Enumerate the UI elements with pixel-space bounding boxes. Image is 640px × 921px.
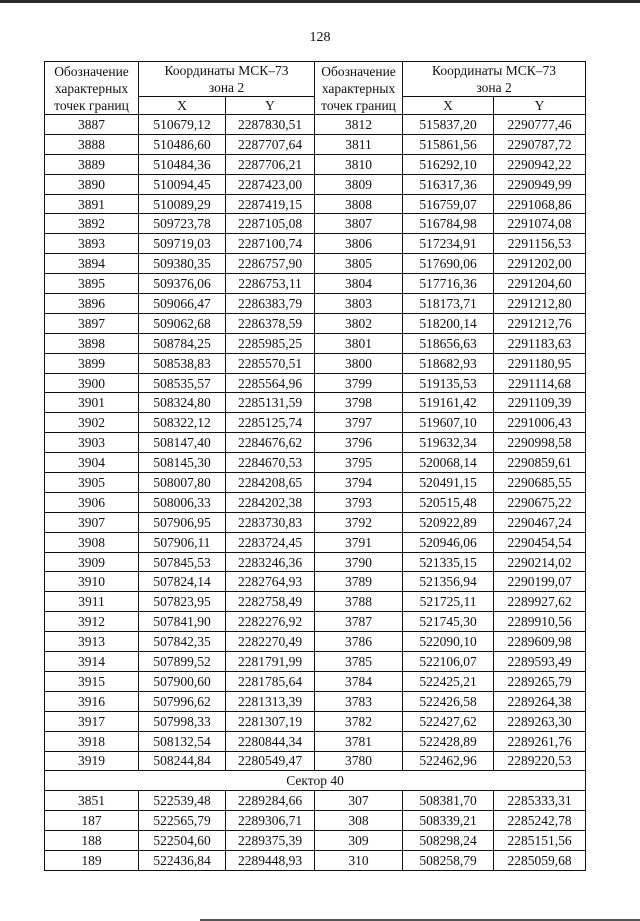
x-right-cell: 522090,10 [403,632,494,652]
table-row [45,134,586,154]
table-row [45,294,586,314]
table-row [45,831,586,851]
point-right-cell: 3791 [315,532,403,552]
y-left-cell: 2285564,96 [226,373,315,393]
x-left-cell: 509719,03 [139,234,226,254]
point-right-cell: 3790 [315,552,403,572]
x-left-cell: 510484,36 [139,154,226,174]
table-row [45,671,586,691]
x-left-cell: 508147,40 [139,433,226,453]
table-row [45,552,586,572]
y-right-cell: 2290859,61 [494,453,586,473]
x-right-cell: 517716,36 [403,274,494,294]
y-left-cell: 2286757,90 [226,254,315,274]
x-left-cell: 509376,06 [139,274,226,294]
x-right-cell: 521745,30 [403,612,494,632]
point-left-cell: 3901 [45,393,139,413]
y-right-cell: 2290942,22 [494,154,586,174]
y-right-cell: 2290787,72 [494,134,586,154]
x-left-cell: 509723,78 [139,214,226,234]
x-right-cell: 519632,34 [403,433,494,453]
x-left-cell: 508132,54 [139,731,226,751]
point-left-cell: 3906 [45,492,139,512]
y-left-cell: 2283730,83 [226,512,315,532]
y-right-cell: 2290199,07 [494,572,586,592]
y-right-cell: 2291109,39 [494,393,586,413]
point-right-cell: 3807 [315,214,403,234]
x-right-cell: 516292,10 [403,154,494,174]
x-left-cell: 507823,95 [139,592,226,612]
table-row [45,274,586,294]
table-header [45,62,586,115]
point-right-cell: 3806 [315,234,403,254]
table-row [45,214,586,234]
table-row [45,453,586,473]
x-left-cell: 522565,79 [139,811,226,831]
x-right-cell: 521335,15 [403,552,494,572]
y-right-cell: 2290685,55 [494,473,586,493]
y-right-cell: 2289265,79 [494,671,586,691]
table-row [45,632,586,652]
x-right-cell: 517234,91 [403,234,494,254]
y-right-cell: 2290214,02 [494,552,586,572]
x-right-cell: 522462,96 [403,751,494,771]
y-left-cell: 2284202,38 [226,492,315,512]
x-right-cell: 520922,89 [403,512,494,532]
designation-line3: точек границ [54,97,129,113]
table-body [45,115,586,871]
x-right-cell: 519161,42 [403,393,494,413]
x-left-cell: 509380,35 [139,254,226,274]
y-left-cell: 2285125,74 [226,413,315,433]
y-left-cell: 2282764,93 [226,572,315,592]
point-left-cell: 3907 [45,512,139,532]
x-left-cell: 508007,80 [139,473,226,493]
point-left-cell: 3903 [45,433,139,453]
point-right-cell: 310 [315,850,403,870]
point-left-cell: 3913 [45,632,139,652]
designation-line1: Обозначение [54,63,129,79]
point-right-cell: 3787 [315,612,403,632]
point-right-cell: 3780 [315,751,403,771]
point-left-cell: 3887 [45,115,139,135]
y-left-cell: 2284670,53 [226,453,315,473]
y-left-cell: 2287830,51 [226,115,315,135]
y-right-cell: 2289263,30 [494,711,586,731]
point-left-cell: 3912 [45,612,139,632]
table-row [45,850,586,870]
point-left-cell: 189 [45,850,139,870]
table-row [45,393,586,413]
x-left-cell: 522436,84 [139,850,226,870]
y-left-cell: 2289306,71 [226,811,315,831]
y-left-cell: 2281791,99 [226,652,315,672]
y-left-cell: 2283724,45 [226,532,315,552]
point-right-cell: 3783 [315,691,403,711]
x-right-cell: 508381,70 [403,791,494,811]
point-right-cell: 3781 [315,731,403,751]
table-row [45,234,586,254]
y-right-cell: 2285242,78 [494,811,586,831]
x-right-cell: 515837,20 [403,115,494,135]
x-left-cell: 508006,33 [139,492,226,512]
x-right-cell: 518200,14 [403,313,494,333]
point-right-cell: 307 [315,791,403,811]
point-left-cell: 3898 [45,333,139,353]
x-right-cell: 522427,62 [403,711,494,731]
y-right-cell: 2285151,56 [494,831,586,851]
x-left-cell: 508244,84 [139,751,226,771]
point-left-cell: 3893 [45,234,139,254]
y-right-cell: 2290777,46 [494,115,586,135]
designation-line3: точек границ [321,97,396,113]
point-left-cell: 3911 [45,592,139,612]
x-right-cell: 522428,89 [403,731,494,751]
table-row [45,612,586,632]
point-right-cell: 3805 [315,254,403,274]
y-left-cell: 2287100,74 [226,234,315,254]
y-right-cell: 2291212,80 [494,294,586,314]
y-right-cell: 2289910,56 [494,612,586,632]
table-row [45,691,586,711]
point-right-cell: 3801 [315,333,403,353]
sector-row [45,771,586,791]
y-left-cell: 2282270,49 [226,632,315,652]
point-right-cell: 3812 [315,115,403,135]
table-row [45,592,586,612]
point-left-cell: 3904 [45,453,139,473]
y-left-cell: 2289448,93 [226,850,315,870]
point-left-cell: 3892 [45,214,139,234]
point-right-cell: 3797 [315,413,403,433]
x-left-cell: 507900,60 [139,671,226,691]
table-row [45,174,586,194]
point-right-cell: 3784 [315,671,403,691]
x-right-cell: 520068,14 [403,453,494,473]
y-right-cell: 2291156,53 [494,234,586,254]
point-left-cell: 187 [45,811,139,831]
table-row [45,353,586,373]
point-left-cell: 188 [45,831,139,851]
y-left-cell: 2285131,59 [226,393,315,413]
point-left-cell: 3895 [45,274,139,294]
coords-title-left: Координаты МСК–73 [139,62,315,80]
point-left-cell: 3914 [45,652,139,672]
table-row [45,373,586,393]
y-right-cell: 2289609,98 [494,632,586,652]
table-row [45,512,586,532]
x-left-cell: 507824,14 [139,572,226,592]
y-left-cell: 2287419,15 [226,194,315,214]
x-left-cell: 522539,48 [139,791,226,811]
zone-label-right: зона 2 [403,79,586,97]
y-right-cell: 2285333,31 [494,791,586,811]
y-right-cell: 2289261,76 [494,731,586,751]
point-right-cell: 3792 [315,512,403,532]
y-right-cell: 2289264,38 [494,691,586,711]
point-right-cell: 3798 [315,393,403,413]
x-right-cell: 508298,24 [403,831,494,851]
point-right-cell: 3794 [315,473,403,493]
table-row [45,731,586,751]
table-row [45,532,586,552]
y-right-cell: 2291202,00 [494,254,586,274]
y-right-cell: 2291114,68 [494,373,586,393]
x-right-cell: 516317,36 [403,174,494,194]
x-left-cell: 508535,57 [139,373,226,393]
y-left-cell: 2284676,62 [226,433,315,453]
point-left-cell: 3897 [45,313,139,333]
point-right-cell: 3785 [315,652,403,672]
point-right-cell: 3795 [315,453,403,473]
y-left-cell: 2281307,19 [226,711,315,731]
y-left-cell: 2281313,39 [226,691,315,711]
x-left-cell: 507841,90 [139,612,226,632]
x-right-cell: 521356,94 [403,572,494,592]
table-row [45,413,586,433]
point-left-cell: 3888 [45,134,139,154]
y-left-cell: 2280549,47 [226,751,315,771]
point-left-cell: 3851 [45,791,139,811]
point-right-cell: 3804 [315,274,403,294]
x-left-cell: 508145,30 [139,453,226,473]
table-row [45,652,586,672]
y-left-cell: 2282276,92 [226,612,315,632]
y-header-right: Y [494,97,586,115]
table-row [45,254,586,274]
scan-top-edge [0,0,640,3]
point-right-cell: 3782 [315,711,403,731]
x-right-cell: 518682,93 [403,353,494,373]
x-right-cell: 520515,48 [403,492,494,512]
point-right-cell: 3803 [315,294,403,314]
table-row [45,811,586,831]
table-row [45,115,586,135]
point-right-cell: 3811 [315,134,403,154]
y-left-cell: 2286383,79 [226,294,315,314]
point-right-cell: 308 [315,811,403,831]
point-right-cell: 309 [315,831,403,851]
x-header-left: X [139,97,226,115]
y-left-cell: 2284208,65 [226,473,315,493]
point-left-cell: 3910 [45,572,139,592]
point-right-cell: 3802 [315,313,403,333]
point-right-cell: 3799 [315,373,403,393]
point-left-cell: 3918 [45,731,139,751]
designation-line1: Обозначение [321,63,396,79]
y-right-cell: 2291068,86 [494,194,586,214]
designation-line2: характерных [321,80,396,96]
point-left-cell: 3917 [45,711,139,731]
point-left-cell: 3890 [45,174,139,194]
y-left-cell: 2287105,08 [226,214,315,234]
point-left-cell: 3896 [45,294,139,314]
x-right-cell: 522106,07 [403,652,494,672]
x-left-cell: 507899,52 [139,652,226,672]
x-left-cell: 508322,12 [139,413,226,433]
point-right-cell: 3809 [315,174,403,194]
table-row [45,313,586,333]
y-right-cell: 2290998,58 [494,433,586,453]
x-right-cell: 508339,21 [403,811,494,831]
y-right-cell: 2289927,62 [494,592,586,612]
y-right-cell: 2291183,63 [494,333,586,353]
x-right-cell: 516784,98 [403,214,494,234]
table-row [45,492,586,512]
x-right-cell: 517690,06 [403,254,494,274]
x-right-cell: 508258,79 [403,850,494,870]
x-left-cell: 508324,80 [139,393,226,413]
x-left-cell: 509066,47 [139,294,226,314]
x-left-cell: 507845,53 [139,552,226,572]
point-left-cell: 3889 [45,154,139,174]
x-right-cell: 522426,58 [403,691,494,711]
x-right-cell: 516759,07 [403,194,494,214]
x-left-cell: 507906,11 [139,532,226,552]
x-right-cell: 519607,10 [403,413,494,433]
y-right-cell: 2285059,68 [494,850,586,870]
point-left-cell: 3899 [45,353,139,373]
x-right-cell: 522425,21 [403,671,494,691]
point-left-cell: 3909 [45,552,139,572]
y-left-cell: 2280844,34 [226,731,315,751]
y-left-cell: 2287423,00 [226,174,315,194]
point-right-cell: 3789 [315,572,403,592]
table-row [45,333,586,353]
y-left-cell: 2285570,51 [226,353,315,373]
y-right-cell: 2291074,08 [494,214,586,234]
y-left-cell: 2287706,21 [226,154,315,174]
x-right-cell: 518656,63 [403,333,494,353]
point-left-cell: 3905 [45,473,139,493]
y-left-cell: 2286753,11 [226,274,315,294]
point-left-cell: 3894 [45,254,139,274]
table-row [45,711,586,731]
y-right-cell: 2289220,53 [494,751,586,771]
sector-label: Сектор 40 [45,771,586,791]
y-left-cell: 2285985,25 [226,333,315,353]
table-row [45,791,586,811]
x-left-cell: 510486,60 [139,134,226,154]
coordinates-table [44,61,586,871]
y-right-cell: 2290467,24 [494,512,586,532]
x-left-cell: 507842,35 [139,632,226,652]
y-right-cell: 2291006,43 [494,413,586,433]
x-right-cell: 519135,53 [403,373,494,393]
x-left-cell: 510089,29 [139,194,226,214]
x-left-cell: 507996,62 [139,691,226,711]
point-right-cell: 3788 [315,592,403,612]
y-right-cell: 2290675,22 [494,492,586,512]
table-row [45,433,586,453]
point-right-cell: 3793 [315,492,403,512]
y-left-cell: 2289375,39 [226,831,315,851]
point-right-cell: 3796 [315,433,403,453]
x-left-cell: 522504,60 [139,831,226,851]
y-right-cell: 2291180,95 [494,353,586,373]
point-left-cell: 3902 [45,413,139,433]
table-row [45,572,586,592]
y-right-cell: 2290454,54 [494,532,586,552]
y-right-cell: 2290949,99 [494,174,586,194]
y-left-cell: 2282758,49 [226,592,315,612]
table-row [45,751,586,771]
y-left-cell: 2287707,64 [226,134,315,154]
x-right-cell: 515861,56 [403,134,494,154]
x-left-cell: 508538,83 [139,353,226,373]
point-right-cell: 3810 [315,154,403,174]
designation-line2: характерных [54,80,129,96]
y-right-cell: 2291212,76 [494,313,586,333]
table-row [45,154,586,174]
x-left-cell: 508784,25 [139,333,226,353]
x-right-cell: 520491,15 [403,473,494,493]
y-left-cell: 2289284,66 [226,791,315,811]
zone-label-left: зона 2 [139,79,315,97]
point-left-cell: 3919 [45,751,139,771]
point-right-cell: 3808 [315,194,403,214]
x-left-cell: 510679,12 [139,115,226,135]
page-number: 128 [309,30,331,45]
x-right-cell: 521725,11 [403,592,494,612]
y-left-cell: 2286378,59 [226,313,315,333]
point-right-cell: 3786 [315,632,403,652]
x-left-cell: 509062,68 [139,313,226,333]
designation-header-left [45,62,139,115]
x-left-cell: 507998,33 [139,711,226,731]
y-header-left: Y [226,97,315,115]
y-left-cell: 2283246,36 [226,552,315,572]
x-right-cell: 520946,06 [403,532,494,552]
table-row [45,194,586,214]
point-left-cell: 3900 [45,373,139,393]
point-left-cell: 3916 [45,691,139,711]
point-left-cell: 3908 [45,532,139,552]
table-row [45,473,586,493]
designation-header-right [315,62,403,115]
x-left-cell: 510094,45 [139,174,226,194]
coords-title-right: Координаты МСК–73 [403,62,586,80]
x-right-cell: 518173,71 [403,294,494,314]
x-left-cell: 507906,95 [139,512,226,532]
point-left-cell: 3915 [45,671,139,691]
point-left-cell: 3891 [45,194,139,214]
point-right-cell: 3800 [315,353,403,373]
y-left-cell: 2281785,64 [226,671,315,691]
y-right-cell: 2289593,49 [494,652,586,672]
x-header-right: X [403,97,494,115]
y-right-cell: 2291204,60 [494,274,586,294]
